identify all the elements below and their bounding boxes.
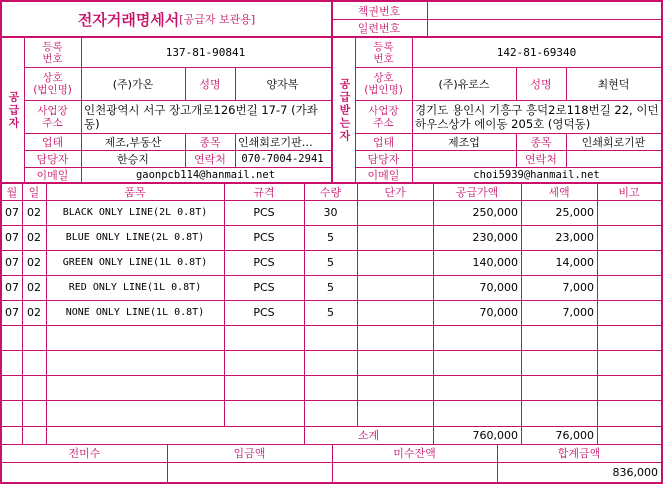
row-item-name: GREEN ONLY LINE(1L 0.8T) — [62, 257, 208, 268]
supplier-contact: 070-7004-2941 — [241, 152, 324, 165]
row-supply: 250,000 — [472, 206, 518, 219]
row-note — [597, 275, 661, 300]
row-item-name: RED ONLY LINE(1L 0.8T) — [68, 282, 202, 293]
row-item-name: BLUE ONLY LINE(2L 0.8T) — [65, 232, 205, 243]
document-title — [2, 2, 331, 36]
buyer-email-label: 이메일 — [367, 169, 400, 182]
row-spec: PCS — [253, 281, 275, 294]
buyer-name-label: 상호 (법인명) — [364, 71, 403, 96]
supplier-addr-label: 사업장 주소 — [37, 104, 68, 129]
balance-label: 미수잔액 — [393, 447, 436, 460]
row-spec: PCS — [253, 206, 275, 219]
row-qty: 5 — [327, 281, 334, 294]
row-tax: 23,000 — [555, 231, 594, 244]
row-price — [357, 300, 433, 325]
buyer-email: choi5939@hanmail.net — [473, 169, 600, 181]
buyer-bizitem-label: 종목 — [530, 135, 552, 149]
title-sub: [공급자 보관용] — [179, 13, 256, 26]
col-header-month: 월 — [6, 185, 18, 199]
col-header-qty: 수량 — [319, 185, 342, 199]
row-note — [597, 225, 661, 250]
col-header-note: 비고 — [618, 185, 640, 199]
supplier-rep-label: 성명 — [199, 77, 221, 91]
row-qty: 5 — [327, 256, 334, 269]
row-day: 02 — [27, 206, 41, 219]
table-row[interactable] — [2, 250, 661, 275]
row-month: 07 — [5, 231, 19, 244]
supplier-biztype: 제조,부동산 — [104, 135, 162, 149]
book-no-label: 책권번호 — [357, 4, 401, 18]
col-header-spec: 규격 — [253, 185, 275, 199]
serial-no-label: 일련번호 — [357, 21, 401, 35]
unpaid-value — [2, 462, 167, 482]
row-month: 07 — [5, 281, 19, 294]
supplier-email: gaonpcb114@hanmail.net — [135, 169, 276, 181]
serial-no-value[interactable] — [427, 19, 661, 36]
row-supply: 70,000 — [479, 306, 518, 319]
buyer-bizitem: 인쇄회로기판 — [581, 135, 646, 149]
buyer-biztype-label: 업태 — [372, 135, 395, 149]
buyer-manager-label: 담당자 — [367, 152, 400, 166]
supplier-contact-label: 연락처 — [194, 152, 226, 166]
buyer-contact — [566, 150, 661, 167]
row-supply: 140,000 — [472, 256, 518, 269]
row-note — [597, 300, 661, 325]
row-price — [357, 250, 433, 275]
supplier-reg-no: 137-81-90841 — [165, 46, 246, 59]
balance-value — [332, 462, 497, 482]
row-qty: 5 — [327, 306, 334, 319]
buyer-rep: 최현덕 — [597, 77, 630, 91]
row-spec: PCS — [253, 306, 275, 319]
row-note — [597, 200, 661, 225]
supplier-addr: 인천광역시 서구 장고개로126번길 17-7 (가좌동) — [84, 102, 318, 131]
row-month: 07 — [5, 206, 19, 219]
table-row[interactable] — [2, 300, 661, 325]
row-day: 02 — [27, 306, 41, 319]
row-month: 07 — [5, 256, 19, 269]
title-main: 전자거래명세서 — [77, 10, 180, 29]
supplier-bizitem: 인쇄회로기판… — [238, 135, 313, 149]
buyer-biztype: 제조업 — [448, 135, 480, 149]
row-item-name: BLACK ONLY LINE(2L 0.8T) — [62, 207, 208, 218]
supplier-rep: 양자복 — [266, 77, 299, 91]
col-header-supply: 공급가액 — [455, 185, 499, 199]
supplier-biztype-label: 업태 — [41, 135, 64, 149]
buyer-side-label: 공급받는자 — [338, 78, 351, 143]
row-price — [357, 275, 433, 300]
buyer-addr-label: 사업장 주소 — [368, 104, 399, 129]
unpaid-label: 전미수 — [68, 447, 101, 460]
row-day: 02 — [27, 231, 41, 244]
col-header-item: 품목 — [124, 185, 146, 199]
row-day: 02 — [27, 281, 41, 294]
buyer-rep-label: 성명 — [530, 77, 552, 91]
row-item-name: NONE ONLY LINE(1L 0.8T) — [65, 307, 205, 318]
buyer-addr: 경기도 용인시 기흥구 흥덕2로118번길 22, 이던하우스상가 에이동 205호 (영덕동) — [415, 102, 659, 131]
supplier-reg-label: 등록 번호 — [42, 40, 63, 65]
total-value: 836,000 — [612, 465, 658, 479]
row-tax: 25,000 — [555, 206, 594, 219]
row-qty: 30 — [323, 206, 338, 219]
book-no-value[interactable] — [427, 2, 661, 19]
col-header-day: 일 — [28, 185, 40, 199]
subtotal-label: 소계 — [357, 429, 380, 442]
subtotal-supply: 760,000 — [472, 428, 518, 442]
deposit-value — [167, 462, 332, 482]
supplier-manager-label: 담당자 — [36, 152, 69, 166]
table-row[interactable] — [2, 275, 661, 300]
row-month: 07 — [5, 306, 19, 319]
row-spec: PCS — [253, 231, 275, 244]
row-tax: 7,000 — [562, 281, 594, 294]
supplier-name-label: 상호 (법인명) — [33, 71, 72, 96]
buyer-reg-label: 등록 번호 — [373, 40, 394, 65]
buyer-contact-label: 연락처 — [525, 152, 557, 166]
row-tax: 14,000 — [555, 256, 594, 269]
buyer-manager — [412, 150, 516, 167]
buyer-name: (주)유로스 — [438, 77, 490, 91]
row-supply: 230,000 — [472, 231, 518, 244]
buyer-reg-no: 142-81-69340 — [496, 46, 577, 59]
subtotal-tax: 76,000 — [555, 428, 594, 442]
col-header-tax: 세액 — [548, 185, 570, 199]
row-note — [597, 250, 661, 275]
supplier-email-label: 이메일 — [36, 169, 69, 182]
table-row[interactable] — [2, 225, 661, 250]
supplier-side-label: 공급자 — [7, 91, 20, 130]
supplier-bizitem-label: 종목 — [199, 135, 221, 149]
supplier-name: (주)가온 — [112, 77, 154, 91]
row-price — [357, 225, 433, 250]
col-header-price: 단가 — [384, 185, 406, 199]
row-tax: 7,000 — [562, 306, 594, 319]
row-supply: 70,000 — [479, 281, 518, 294]
row-day: 02 — [27, 256, 41, 269]
deposit-label: 입금액 — [233, 447, 266, 460]
row-qty: 5 — [327, 231, 334, 244]
row-price — [357, 200, 433, 225]
table-row[interactable] — [2, 200, 661, 225]
total-label: 합계금액 — [557, 447, 601, 460]
supplier-manager: 한승지 — [117, 152, 149, 166]
row-spec: PCS — [253, 256, 275, 269]
